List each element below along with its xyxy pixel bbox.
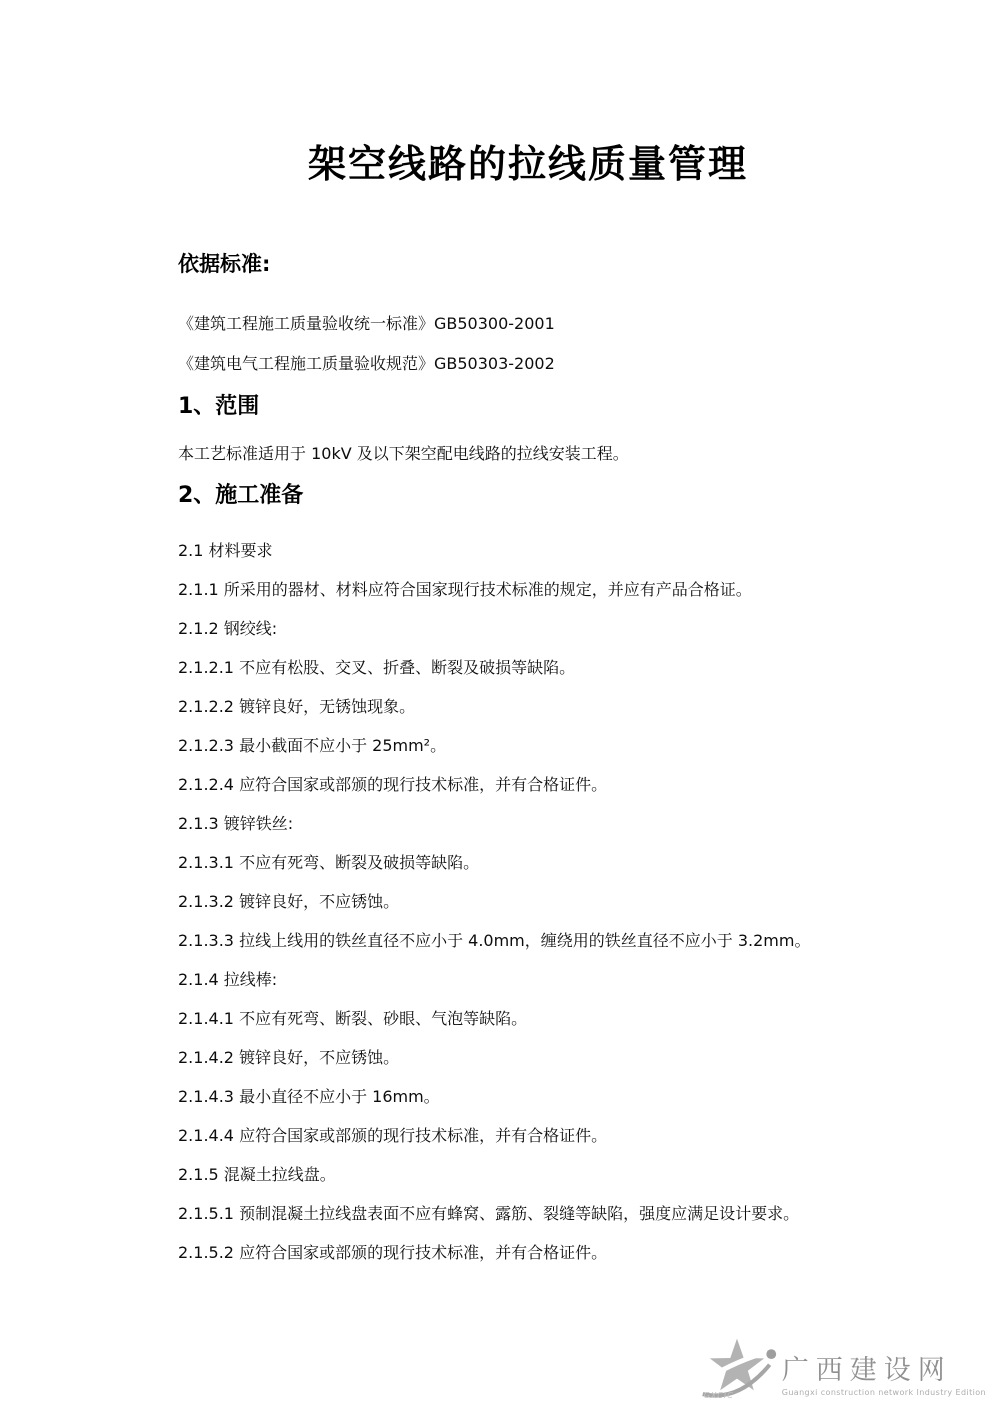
prep-item: 2.1.5.2 应符合国家或部颁的现行技术标准，并有合格证件。 (178, 1242, 608, 1262)
prep-item: 2.1.4.1 不应有死弯、断裂、砂眼、气泡等缺陷。 (178, 1008, 528, 1028)
logo-mark-caption: GXCIC (703, 1391, 734, 1400)
prep-item: 2.1.3.1 不应有死弯、断裂及破损等缺陷。 (178, 852, 480, 872)
prep-item: 2.1.3.3 拉线上线用的铁丝直径不应小于 4.0mm，缠绕用的铁丝直径不应小于 3.2mm。 (178, 930, 811, 950)
watermark-logo (696, 1337, 986, 1399)
prep-item: 2.1.1 所采用的器材、材料应符合国家现行技术标准的规定，并应有产品合格证。 (178, 579, 752, 599)
prep-item: 2.1.4.2 镀锌良好，不应锈蚀。 (178, 1047, 400, 1067)
prep-item: 2.1.4 拉线棒: (178, 969, 278, 989)
logo-tagline-text: Guangxi construction network Industry Edition (781, 1388, 986, 1397)
prep-item: 2.1.2.1 不应有松股、交叉、折叠、断裂及破损等缺陷。 (178, 657, 576, 677)
standard-reference: 《建筑工程施工质量验收统一标准》GB50300-2001 (178, 313, 555, 333)
star-logo-icon (696, 1337, 778, 1399)
prep-item: 2.1.4.3 最小直径不应小于 16mm。 (178, 1086, 440, 1106)
page-title: 架空线路的拉线质量管理 (307, 142, 748, 186)
prep-item: 2.1.3 镀锌铁丝: (178, 813, 294, 833)
prep-item: 2.1.3.2 镀锌良好，不应锈蚀。 (178, 891, 400, 911)
prep-item: 2.1.2.2 镀锌良好，无锈蚀现象。 (178, 696, 416, 716)
standards-heading: 依据标准: (178, 251, 271, 276)
standard-reference: 《建筑电气工程施工质量验收规范》GB50303-2002 (178, 353, 555, 373)
prep-item: 2.1.2 钢绞线: (178, 618, 278, 638)
prep-item: 2.1.5.1 预制混凝土拉线盘表面不应有蜂窝、露筋、裂缝等缺陷，强度应满足设计要求。 (178, 1203, 800, 1223)
prep-item: 2.1.2.3 最小截面不应小于 25mm²。 (178, 735, 447, 755)
logo-text-block (782, 1356, 986, 1399)
section-heading-preparation: 2、施工准备 (178, 482, 304, 508)
prep-item: 2.1.4.4 应符合国家或部颁的现行技术标准，并有合格证件。 (178, 1125, 608, 1145)
prep-item: 2.1 材料要求 (178, 540, 273, 560)
section-heading-scope: 1、范围 (178, 393, 260, 419)
logo-brand-text: 广西建设网 (781, 1355, 952, 1386)
prep-item: 2.1.2.4 应符合国家或部颁的现行技术标准，并有合格证件。 (178, 774, 608, 794)
prep-item: 2.1.5 混凝土拉线盘。 (178, 1164, 336, 1184)
scope-body: 本工艺标准适用于 10kV 及以下架空配电线路的拉线安装工程。 (178, 443, 629, 463)
document-page (178, 0, 878, 1280)
